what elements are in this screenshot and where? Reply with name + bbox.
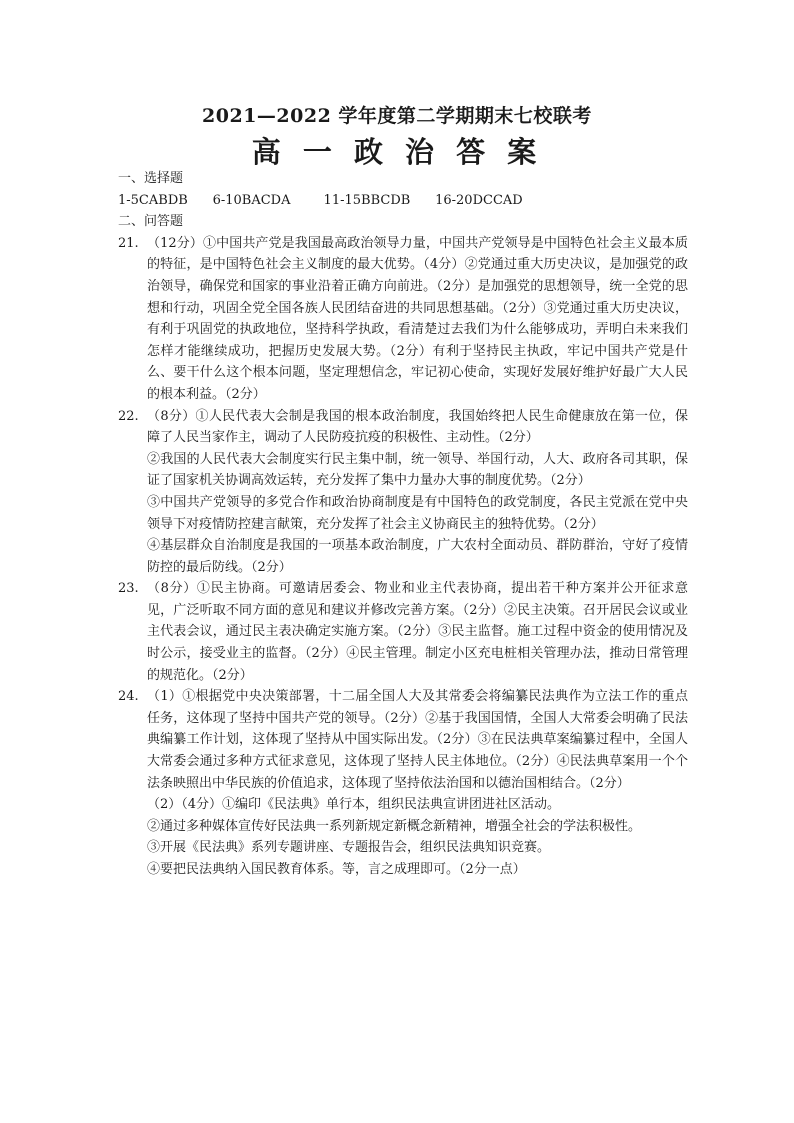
answer-key-title: 高 一 政 治 答 案 [251, 135, 543, 169]
answer-paragraph: ②我国的人民代表大会制度实行民主集中制，统一领导、举国行动，人大、政府各司其职，保证了国家机关协调高效运转，充分发挥了集中力量办大事的制度优势。（2分） [147, 451, 688, 489]
question-21 [118, 233, 688, 406]
answer-paragraph: ②通过多种媒体宣传好民法典一系列新规定新概念新精神，增强全社会的学法积极性。 [147, 818, 642, 834]
answer-paragraph: ③中国共产党领导的多党合作和政治协商制度是有中国特色的政党制度，各民主党派在党中央领导下对疫情防控建言献策，充分发挥了社会主义协商民主的独特优势。（2分） [147, 494, 688, 532]
answer-paragraph: ③开展《民法典》系列专题讲座、专题报告会，组织民法典知识竞赛。 [147, 840, 551, 856]
answer-paragraph: （8分）①民主协商。可邀请居委会、物业和业主代表协商，提出若干种方案并公开征求意见，广泛听取不同方面的意见和建议并修改完善方案。（2分）②民主决策。召开居民会议或业主代表会议，通过民主表决确定实施方案。（2分）③民主监督。施工过程中资金的使用情况及时公示，接受业主的监督。（2分）④民主管理。制定小区充电桩相关管理办法，推动日常管理的规范化。（2分） [147, 581, 688, 683]
question-number: 23. [118, 581, 139, 597]
question-number: 24. [118, 689, 139, 705]
exam-title: 2021—2022 学年度第二学期期末七校联考 [202, 105, 592, 127]
answer-paragraph: ④基层群众自治制度是我国的一项基本政治制度，广大农村全面动员、群防群治，守好了疫情防控的最后防线。（2分） [147, 538, 688, 575]
question-number: 21. [118, 235, 139, 251]
answer-paragraph: （1）①根据党中央决策部署，十二届全国人大及其常委会将编纂民法典作为立法工作的重点任务，这体现了坚持中国共产党的领导。（2分）②基于我国国情，全国人大常委会明确了民法典编纂工作计划，这体现了坚持从中国实际出发。（2分）③在民法典草案编纂过程中，全国人大常委会通过多种方式征求意见，这体现了坚持人民主体地位。（2分）④民法典草案用一个个法条映照出中华民族的价值追求，这体现了坚持依法治国和以德治国相结合。（2分） [147, 689, 688, 791]
answer-content [118, 168, 688, 881]
question-24 [118, 686, 688, 880]
question-23 [118, 578, 688, 686]
section-heading-multiple-choice: 一、选择题 [118, 171, 184, 186]
answer-paragraph: （8分）①人民代表大会制是我国的根本政治制度，我国始终把人民生命健康放在第一位，保障了人民当家作主，调动了人民防疫抗疫的积极性、主动性。（2分） [147, 408, 688, 446]
answer-paragraph: ④要把民法典纳入国民教育体系。等，言之成理即可。（2分一点） [147, 862, 526, 877]
answer-paragraph: （12分）①中国共产党是我国最高政治领导力量，中国共产党领导是中国特色社会主义最本质的特征，是中国特色社会主义制度的最大优势。（4分）②党通过重大历史决议，是加强党的政治领导，确保党和国家的事业沿着正确方向前进。（2分）是加强党的思想领导，统一全党的思想和行动，巩固全党全国各族人民团结奋进的共同思想基础。（2分）③党通过重大历史决议，有利于巩固党的执政地位，坚持科学执政，看清楚过去我们为什么能够成功，弄明白未来我们怎样才能继续成功，把握历史发展大势。（2分）有利于坚持民主执政，牢记中国共产党是什么、要干什么这个根本问题，坚定理想信念，牢记初心使命，实现好发展好维护好最广大人民的根本利益。（2分） [147, 235, 688, 402]
question-22 [118, 406, 688, 579]
multiple-choice-answers: 1-5CABDB 6-10BACDA 11-15BBCDB 16-20DCCAD [118, 192, 523, 208]
answer-paragraph: （2）（4分）①编印《民法典》单行本，组织民法典宣讲团进社区活动。 [147, 797, 561, 813]
question-number: 22. [118, 408, 139, 424]
section-heading-short-answer: 二、问答题 [118, 214, 184, 230]
